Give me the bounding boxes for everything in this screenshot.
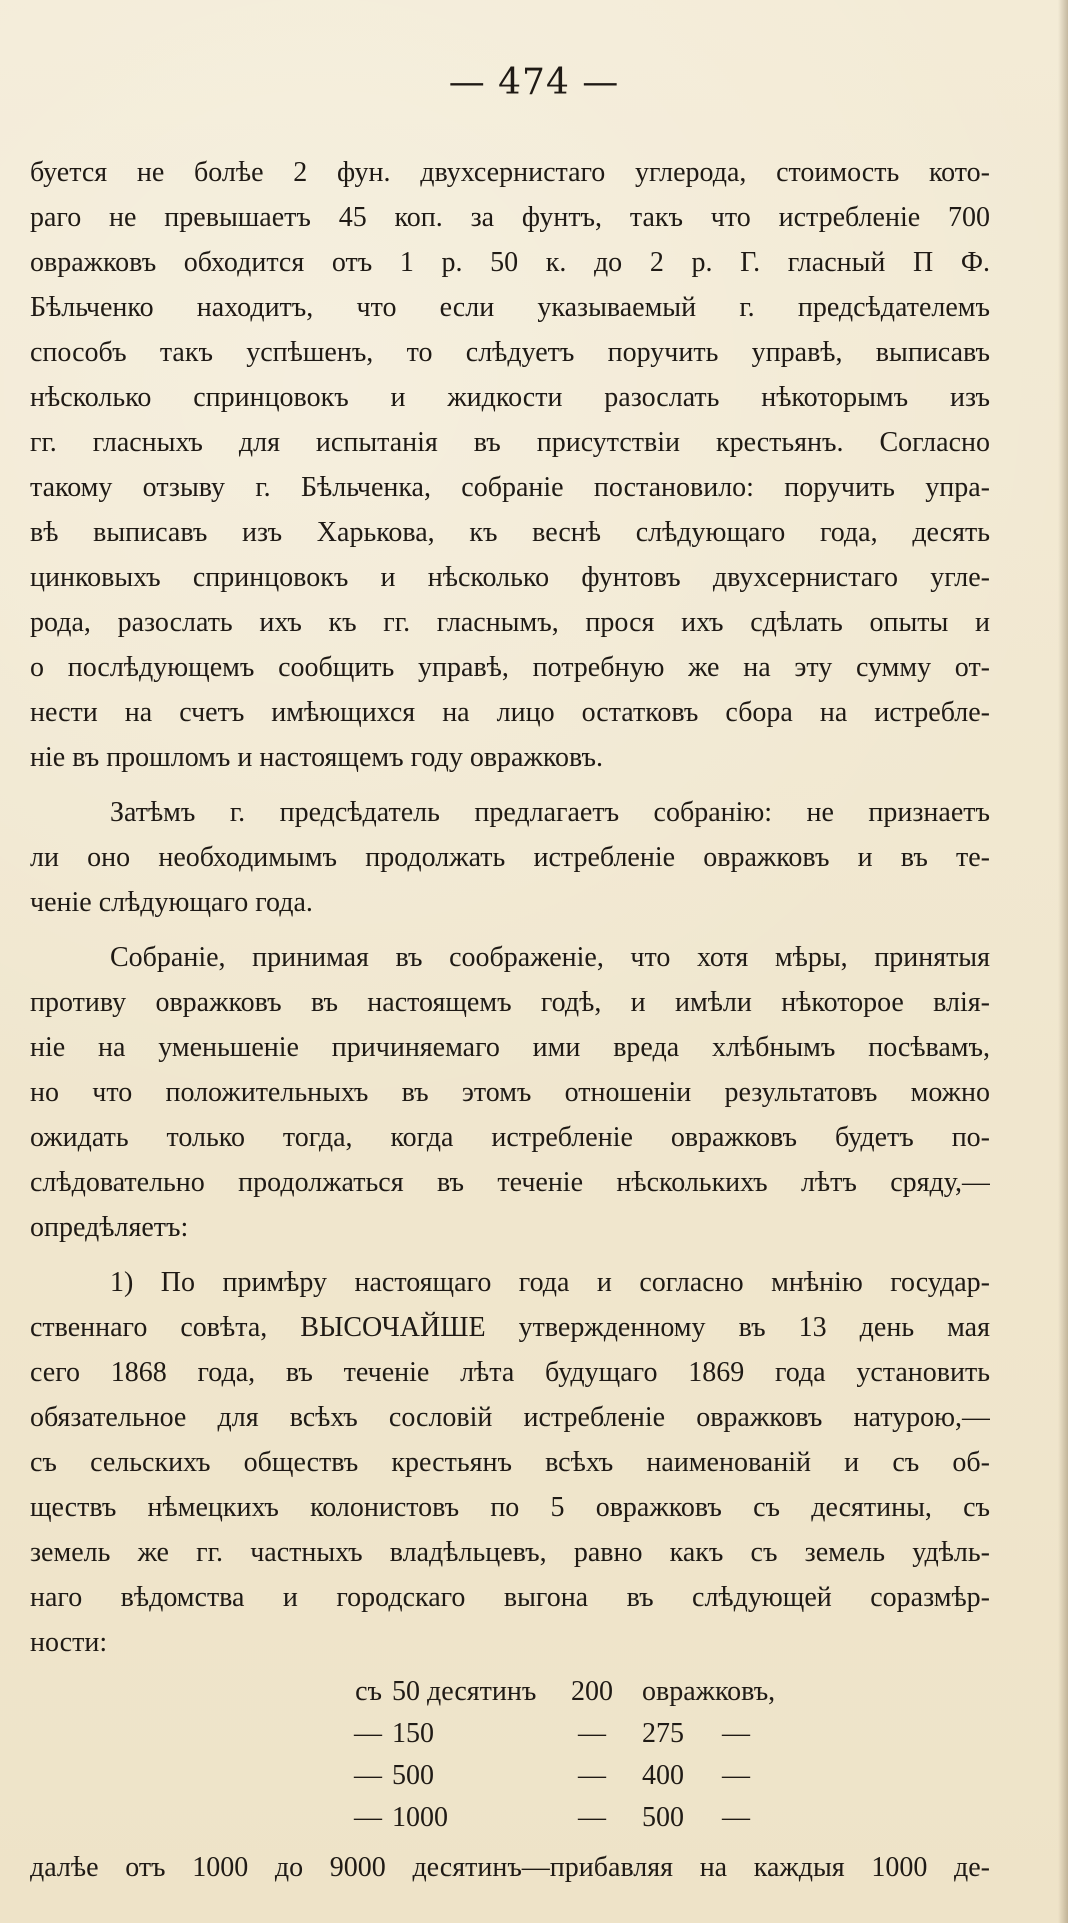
document-body — [30, 150, 990, 1890]
text-line: ожидать только тогда, когда истребленіе овражковъ будетъ по- — [30, 1122, 990, 1153]
paragraph-spacer — [30, 780, 990, 790]
table-cell: 500 — [642, 1802, 684, 1833]
text-line: гг. гласныхъ для испытанія въ присутствіи крестьянъ. Согласно — [30, 427, 990, 458]
text-line: цинковыхъ спринцовокъ и нѣсколько фунтовъ двухсернистаго угле- — [30, 562, 990, 593]
page-number: — 474 — — [448, 62, 620, 103]
text-line: о послѣдующемъ сообщить управѣ, потребную же на эту сумму от- — [30, 652, 990, 683]
table-cell: — — [354, 1802, 382, 1833]
text-line: далѣе отъ 1000 до 9000 десятинъ—прибавляя на каждыя 1000 де- — [30, 1852, 990, 1883]
text-line: такому отзыву г. Бѣльченка, собраніе постановило: поручить упра- — [30, 472, 990, 503]
text-line: опредѣляетъ: — [30, 1212, 189, 1243]
table-cell: — — [722, 1802, 750, 1833]
text-line: обязательное для всѣхъ сословій истребленіе овражковъ натурою,— — [30, 1402, 990, 1433]
table-cell: 400 — [642, 1760, 684, 1791]
text-line: рода, разослать ихъ къ гг. гласнымъ, прося ихъ сдѣлать опыты и — [30, 607, 990, 638]
text-line: слѣдовательно продолжаться въ теченіе нѣсколькихъ лѣтъ сряду,— — [30, 1167, 990, 1198]
table-cell: 150 — [392, 1718, 434, 1749]
text-line: ніе въ прошломъ и настоящемъ году овражковъ. — [30, 742, 604, 773]
table-cell: — — [722, 1760, 750, 1791]
table-cell: — — [722, 1718, 750, 1749]
text-line: способъ такъ успѣшенъ, то слѣдуетъ поручить управѣ, выписавъ — [30, 337, 990, 368]
text-line: противу овражковъ въ настоящемъ годѣ, и имѣли нѣкоторое влія- — [30, 987, 990, 1018]
text-line: ществъ нѣмецкихъ колонистовъ по 5 овражковъ съ десятины, съ — [30, 1492, 990, 1523]
text-line: нести на счетъ имѣющихся на лицо остатковъ сбора на истребле- — [30, 697, 990, 728]
table-row — [30, 1797, 990, 1839]
proportion-table — [30, 1671, 990, 1839]
text-line: овражковъ обходится отъ 1 р. 50 к. до 2 р. Г. гласный П Ф. — [30, 247, 990, 278]
table-cell: 275 — [642, 1718, 684, 1749]
text-line: но что положительныхъ въ этомъ отношеніи результатовъ можно — [30, 1077, 990, 1108]
text-line: Затѣмъ г. предсѣдатель предлагаетъ собранію: не признаетъ — [110, 797, 990, 828]
table-cell: 500 — [392, 1760, 434, 1791]
text-line: нѣсколько спринцовокъ и жидкости разослать нѣкоторымъ изъ — [30, 382, 990, 413]
table-cell: 50 десятинъ — [392, 1676, 537, 1707]
table-cell: 200 — [571, 1676, 613, 1707]
text-line: Собраніе, принимая въ соображеніе, что хотя мѣры, принятыя — [110, 942, 990, 973]
text-line: ности: — [30, 1627, 108, 1658]
table-row — [30, 1671, 990, 1713]
page-edge-shadow — [1058, 0, 1068, 1923]
table-cell: — — [354, 1718, 382, 1749]
paragraph-spacer — [30, 925, 990, 935]
table-cell: — — [354, 1760, 382, 1791]
text-line: вѣ выписавъ изъ Харькова, къ веснѣ слѣдующаго года, десять — [30, 517, 990, 548]
text-line: съ сельскихъ обществъ крестьянъ всѣхъ наименованій и съ об- — [30, 1447, 990, 1478]
text-line: Бѣльченко находитъ, что если указываемый г. предсѣдателемъ — [30, 292, 990, 323]
text-line: наго вѣдомства и городскаго выгона въ слѣдующей соразмѣр- — [30, 1582, 990, 1613]
text-line: ли оно необходимымъ продолжать истребленіе овражковъ и въ те- — [30, 842, 990, 873]
text-line: ченіе слѣдующаго года. — [30, 887, 313, 918]
table-row — [30, 1755, 990, 1797]
text-line: сего 1868 года, въ теченіе лѣта будущаго 1869 года установить — [30, 1357, 990, 1388]
table-cell: — — [578, 1802, 606, 1833]
text-line: ніе на уменьшеніе причиняемаго ими вреда хлѣбнымъ посѣвамъ, — [30, 1032, 990, 1063]
text-line: ственнаго совѣта, ВЫСОЧАЙШЕ утвержденному въ 13 день мая — [30, 1312, 990, 1343]
text-line: 1) По примѣру настоящаго года и согласно мнѣнію государ- — [110, 1267, 990, 1298]
text-line: раго не превышаетъ 45 коп. за фунтъ, такъ что истребленіе 700 — [30, 202, 990, 233]
text-line: буется не болѣе 2 фун. двухсернистаго углерода, стоимость кото- — [30, 157, 990, 188]
paragraph-spacer — [30, 1250, 990, 1260]
table-cell: овражковъ, — [642, 1676, 776, 1707]
table-cell — [722, 1671, 892, 1713]
table-cell: 1000 — [392, 1802, 448, 1833]
table-cell: — — [578, 1718, 606, 1749]
table-cell: — — [578, 1760, 606, 1791]
table-row — [30, 1713, 990, 1755]
table-cell: съ — [355, 1676, 382, 1707]
text-line: земель же гг. частныхъ владѣльцевъ, равно какъ съ земель удѣль- — [30, 1537, 990, 1568]
